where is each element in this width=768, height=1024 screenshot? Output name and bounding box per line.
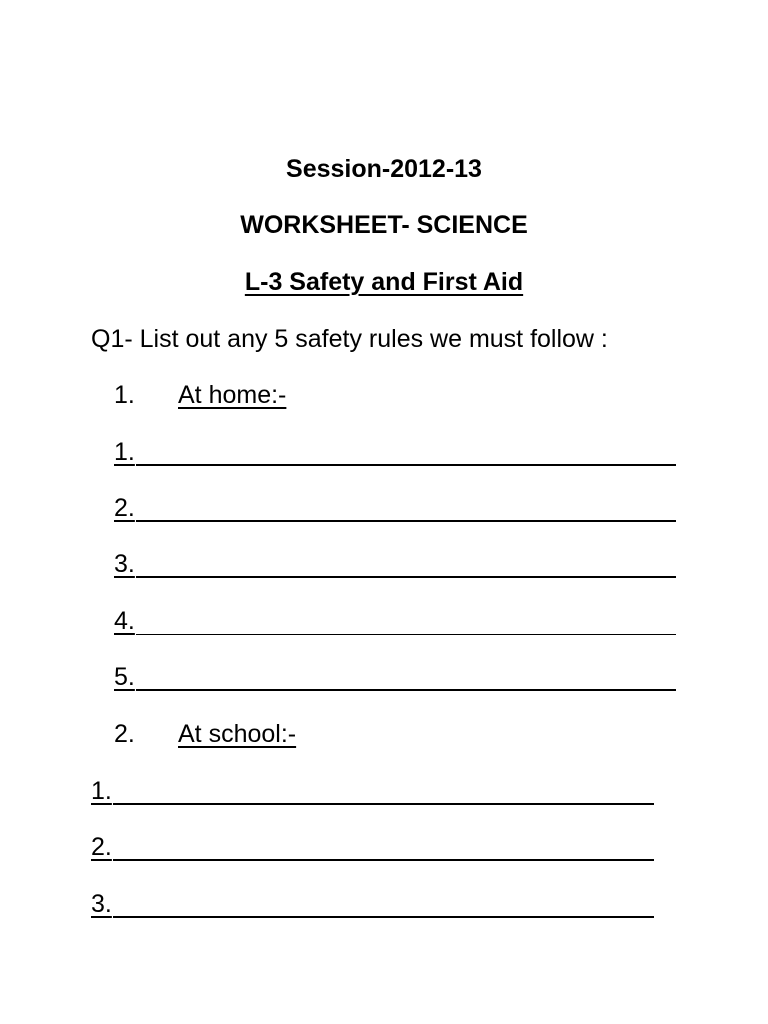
section-home-heading [114, 379, 286, 411]
answer-blank-home-2[interactable] [114, 492, 676, 524]
answer-line [113, 803, 654, 805]
answer-line [136, 464, 676, 466]
section-home-title: At home:- [178, 381, 287, 409]
answer-blank-number: 3. [91, 890, 112, 918]
answer-blank-school-2[interactable] [91, 831, 654, 863]
answer-line [113, 859, 654, 861]
session-heading: Session-2012-13 [286, 155, 482, 183]
answer-line [136, 689, 676, 691]
answer-line [136, 520, 676, 522]
answer-blank-home-4[interactable] [114, 605, 676, 637]
lesson-title [0, 266, 768, 298]
answer-blank-number: 2. [91, 833, 112, 861]
answer-blank-home-1[interactable] [114, 436, 676, 468]
answer-blank-school-1[interactable] [91, 775, 654, 807]
answer-blank-number: 4. [114, 607, 135, 635]
section-school-title: At school:- [178, 720, 297, 748]
section-home-number: 1. [114, 381, 135, 409]
section-school-number: 2. [114, 720, 135, 748]
worksheet-title: WORKSHEET- SCIENCE [240, 211, 528, 239]
answer-blank-number: 5. [114, 663, 135, 691]
answer-line [136, 634, 676, 636]
answer-blank-number: 1. [91, 777, 112, 805]
answer-line [136, 576, 676, 578]
answer-blank-number: 2. [114, 494, 135, 522]
answer-line [113, 916, 654, 918]
answer-blank-number: 3. [114, 550, 135, 578]
lesson-title-text: L-3 Safety and First Aid [244, 268, 524, 296]
answer-blank-home-5[interactable] [114, 661, 676, 693]
answer-blank-number: 1. [114, 438, 135, 466]
section-school-heading [114, 718, 296, 750]
answer-blank-school-3[interactable] [91, 888, 654, 920]
question-text: Q1- List out any 5 safety rules we must follow : [91, 325, 608, 353]
answer-blank-home-3[interactable] [114, 548, 676, 580]
